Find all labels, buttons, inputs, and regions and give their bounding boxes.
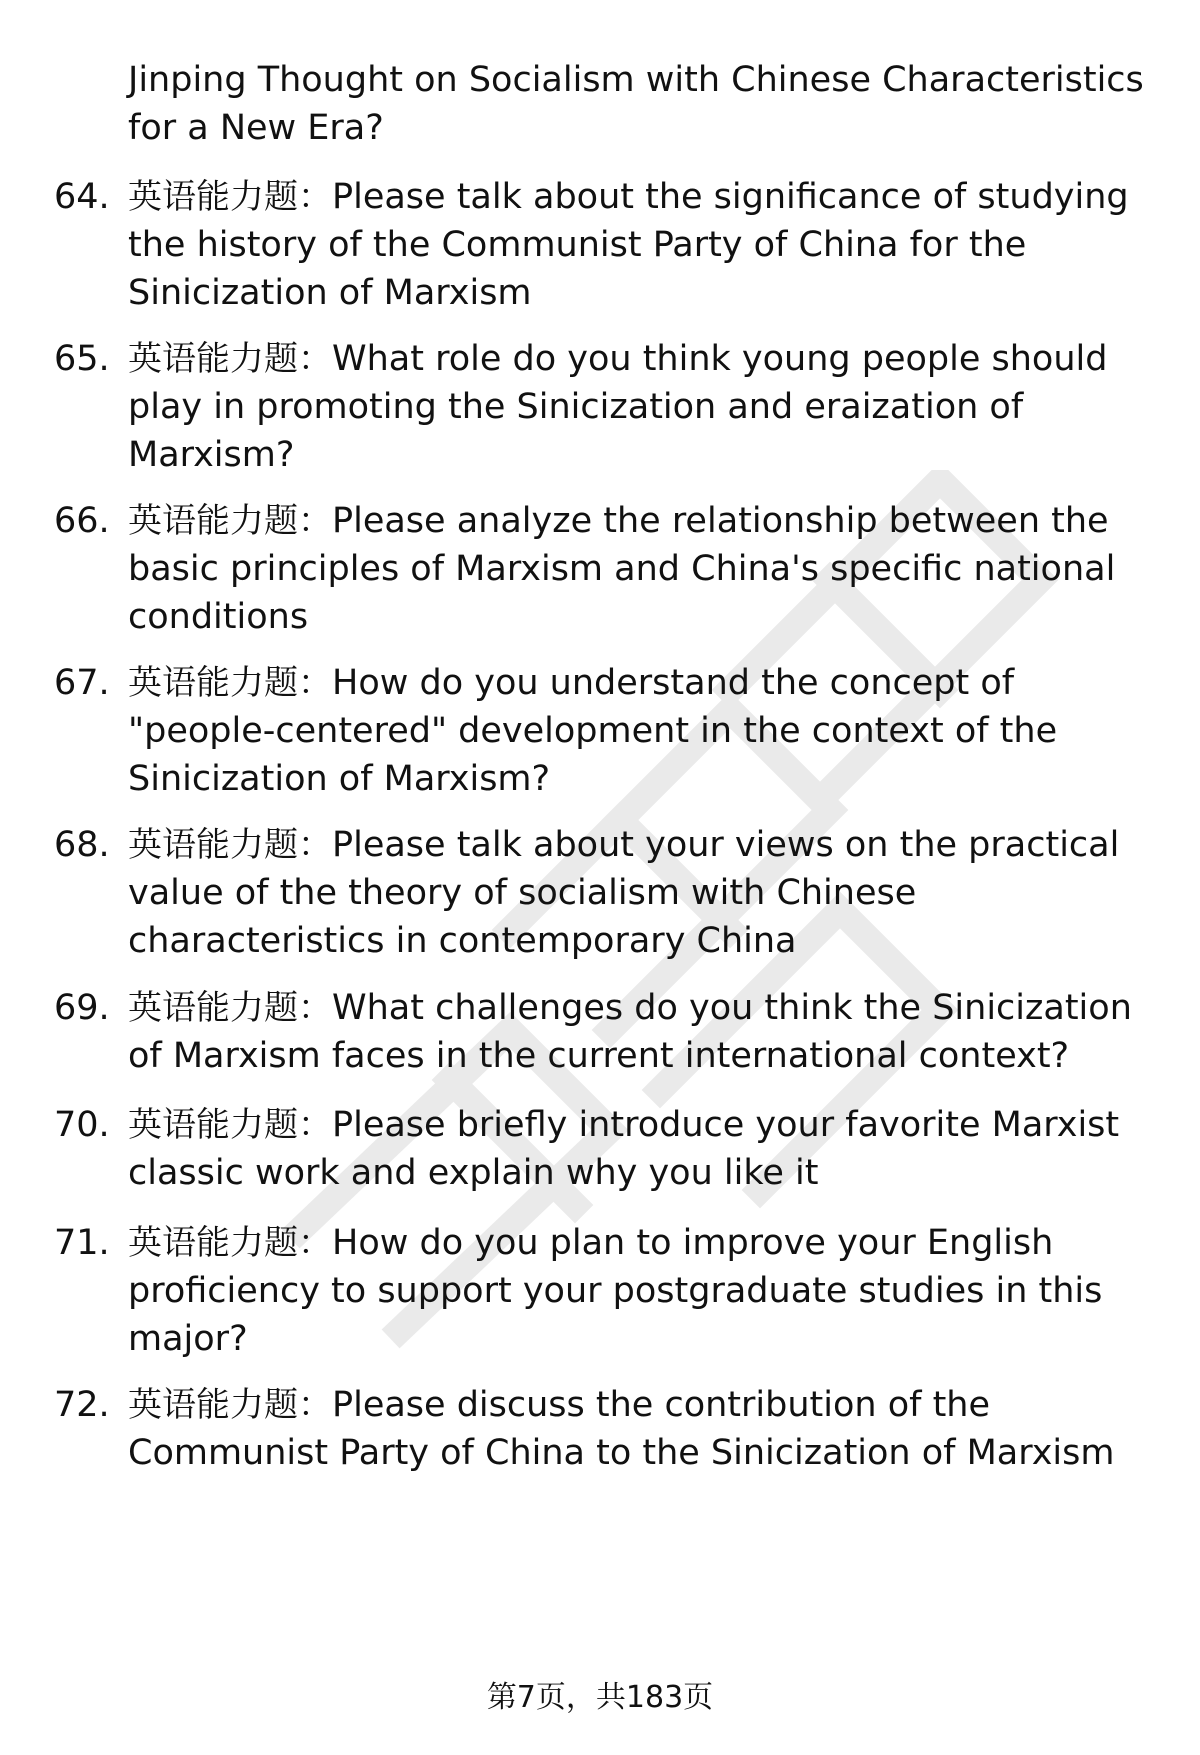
question-category: 英语能力题： [128,663,332,703]
question-number: 71. [54,1223,110,1263]
question-number: 66. [54,501,110,541]
page-footer: 第7页，共183页 [486,1680,714,1715]
previous-question-continuation: Jinping Thought on Socialism with Chinese Characteristics for a New Era? [128,60,1144,148]
question-category: 英语能力题： [128,501,332,541]
question-text [128,1101,1168,1197]
question-text [128,335,1168,479]
question-body: Please briefly introduce your favorite Marxist classic work and explain why you like it [128,1105,1120,1193]
question-body: Please analyze the relationship between the basic principles of Marxism and China's specific national conditions [128,501,1116,637]
question-category: 英语能力题： [128,1223,332,1263]
question-category: 英语能力题： [128,988,332,1028]
question-body: What challenges do you think the Sinicization of Marxism faces in the current international context? [128,988,1132,1076]
question-number: 69. [54,988,110,1028]
question-text [128,659,1168,803]
question-text [128,497,1168,641]
question-category: 英语能力题： [128,1385,332,1425]
question-number: 72. [54,1385,110,1425]
question-body: What role do you think young people should play in promoting the Sinicization and eraization of Marxism? [128,339,1108,475]
question-number: 68. [54,825,110,865]
question-text [128,821,1168,965]
question-text [128,984,1168,1080]
question-body: Please talk about the significance of studying the history of the Communist Party of China for the Sinicization of Marxism [128,177,1129,313]
question-number: 67. [54,663,110,703]
question-category: 英语能力题： [128,339,332,379]
question-body: Please talk about your views on the practical value of the theory of socialism with Chinese characteristics in contemporary China [128,825,1120,961]
question-body: How do you understand the concept of "people-centered" development in the context of the Sinicization of Marxism? [128,663,1058,799]
question-text [128,1219,1168,1363]
question-body: Please discuss the contribution of the Communist Party of China to the Sinicization of Marxism [128,1385,1115,1473]
question-body: How do you plan to improve your English proficiency to support your postgraduate studies in this major? [128,1223,1103,1359]
question-category: 英语能力题： [128,1105,332,1145]
question-text [128,173,1168,317]
question-number: 70. [54,1105,110,1145]
question-number: 65. [54,339,110,379]
question-category: 英语能力题： [128,177,332,217]
question-category: 英语能力题： [128,825,332,865]
question-number: 64. [54,177,110,217]
question-text [128,1381,1168,1477]
